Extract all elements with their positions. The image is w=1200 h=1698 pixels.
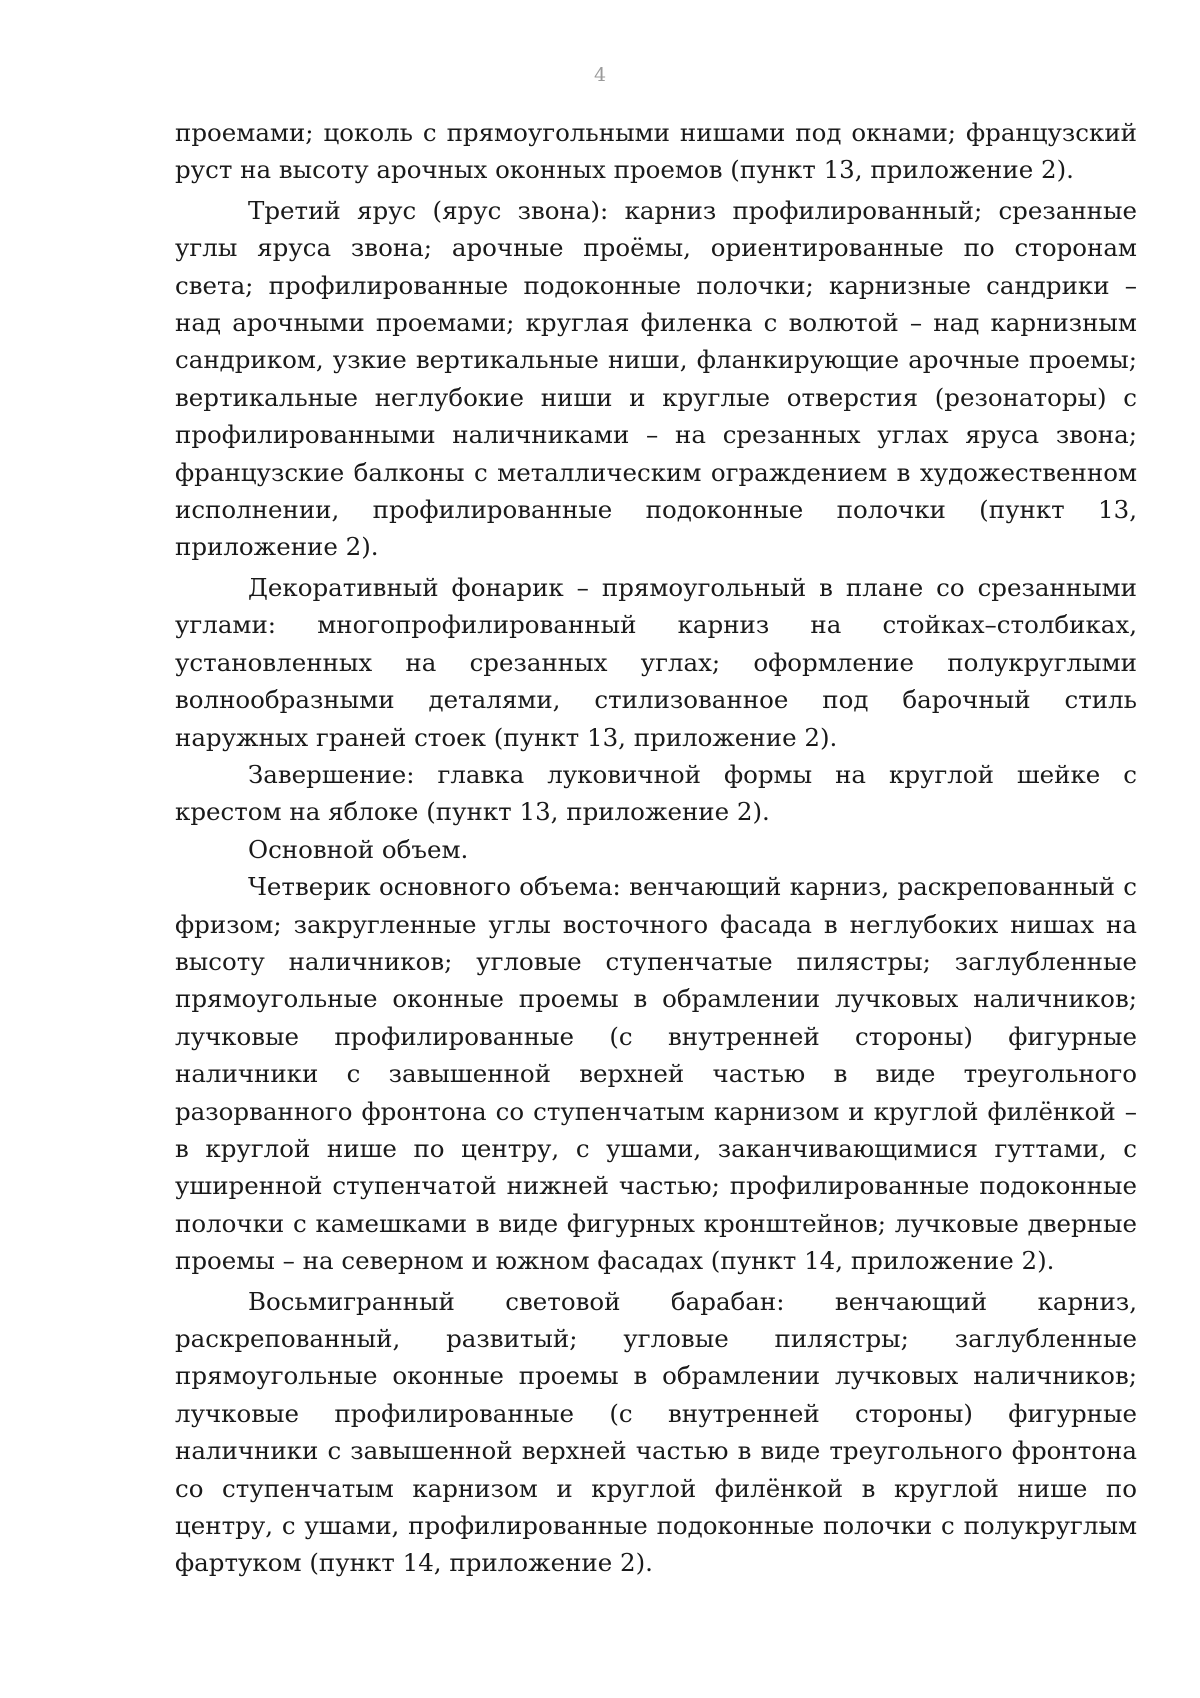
paragraph-main-volume-chetverik: Четверик основного объема: венчающий карниз, раскрепованный с фризом; закругленные углы восточного фасада в неглубоких нишах на высоту наличников; угловые ступенчатые пилястры; заглубленные прямоугольные оконные проемы в обрамлении лучковых наличников; лучковые профилированные (с внутренней стороны) фигурные наличники с завышенной верхней частью в виде треугольного разорванного фронтона со ступенчатым карнизом и круглой филёнкой – в круглой нише по центру, с ушами, заканчивающимися гуттами, с уширенной ступенчатой нижней частью; профилированные подоконные полочки с камешками в виде фигурных кронштейнов; лучковые дверные проемы – на северном и южном фасадах (пункт 14, приложение 2). xyxy=(175,872,1137,1276)
paragraph-continuation: проемами; цоколь с прямоугольными нишами под окнами; французский руст на высоту арочных оконных проемов (пункт 13, приложение 2). xyxy=(175,118,1137,185)
page-number: 4 xyxy=(593,64,607,86)
document-body xyxy=(175,114,1137,1582)
paragraph-completion: Завершение: главка луковичной формы на круглой шейке с крестом на яблоке (пункт 13, приложение 2). xyxy=(175,759,1137,827)
paragraph-main-volume-heading: Основной объем. xyxy=(248,834,469,864)
paragraph-decorative-lantern: Декоративный фонарик – прямоугольный в плане со срезанными углами: многопрофилированный карниз на стойках–столбиках, установленных на срезанных углах; оформление полукруглыми волнообразными деталями, стилизованное под барочный стиль наружных граней стоек (пункт 13, приложение 2). xyxy=(175,572,1137,752)
paragraph-third-tier: Третий ярус (ярус звона): карниз профилированный; срезанные углы яруса звона; арочные проёмы, ориентированные по сторонам света; профилированные подоконные полочки; карнизные сандрики – над арочными проемами; круглая филенка с волютой – над карнизным сандриком, узкие вертикальные ниши, фланкирующие арочные проемы; вертикальные неглубокие ниши и круглые отверстия (резонаторы) с профилированными наличниками – на срезанных углах яруса звона; французские балконы с металлическим ограждением в художественном исполнении, профилированные подоконные полочки (пункт 13, приложение 2). xyxy=(175,195,1137,562)
paragraph-octagonal-drum: Восьмигранный световой барабан: венчающий карниз, раскрепованный, развитый; угловые пилястры; заглубленные прямоугольные оконные проемы в обрамлении лучковых наличников; лучковые профилированные (с внутренней стороны) фигурные наличники с завышенной верхней частью в виде треугольного фронтона со ступенчатым карнизом и круглой филёнкой в круглой нише по центру, с ушами, профилированные подоконные полочки с полукруглым фартуком (пункт 14, приложение 2). xyxy=(175,1286,1137,1578)
